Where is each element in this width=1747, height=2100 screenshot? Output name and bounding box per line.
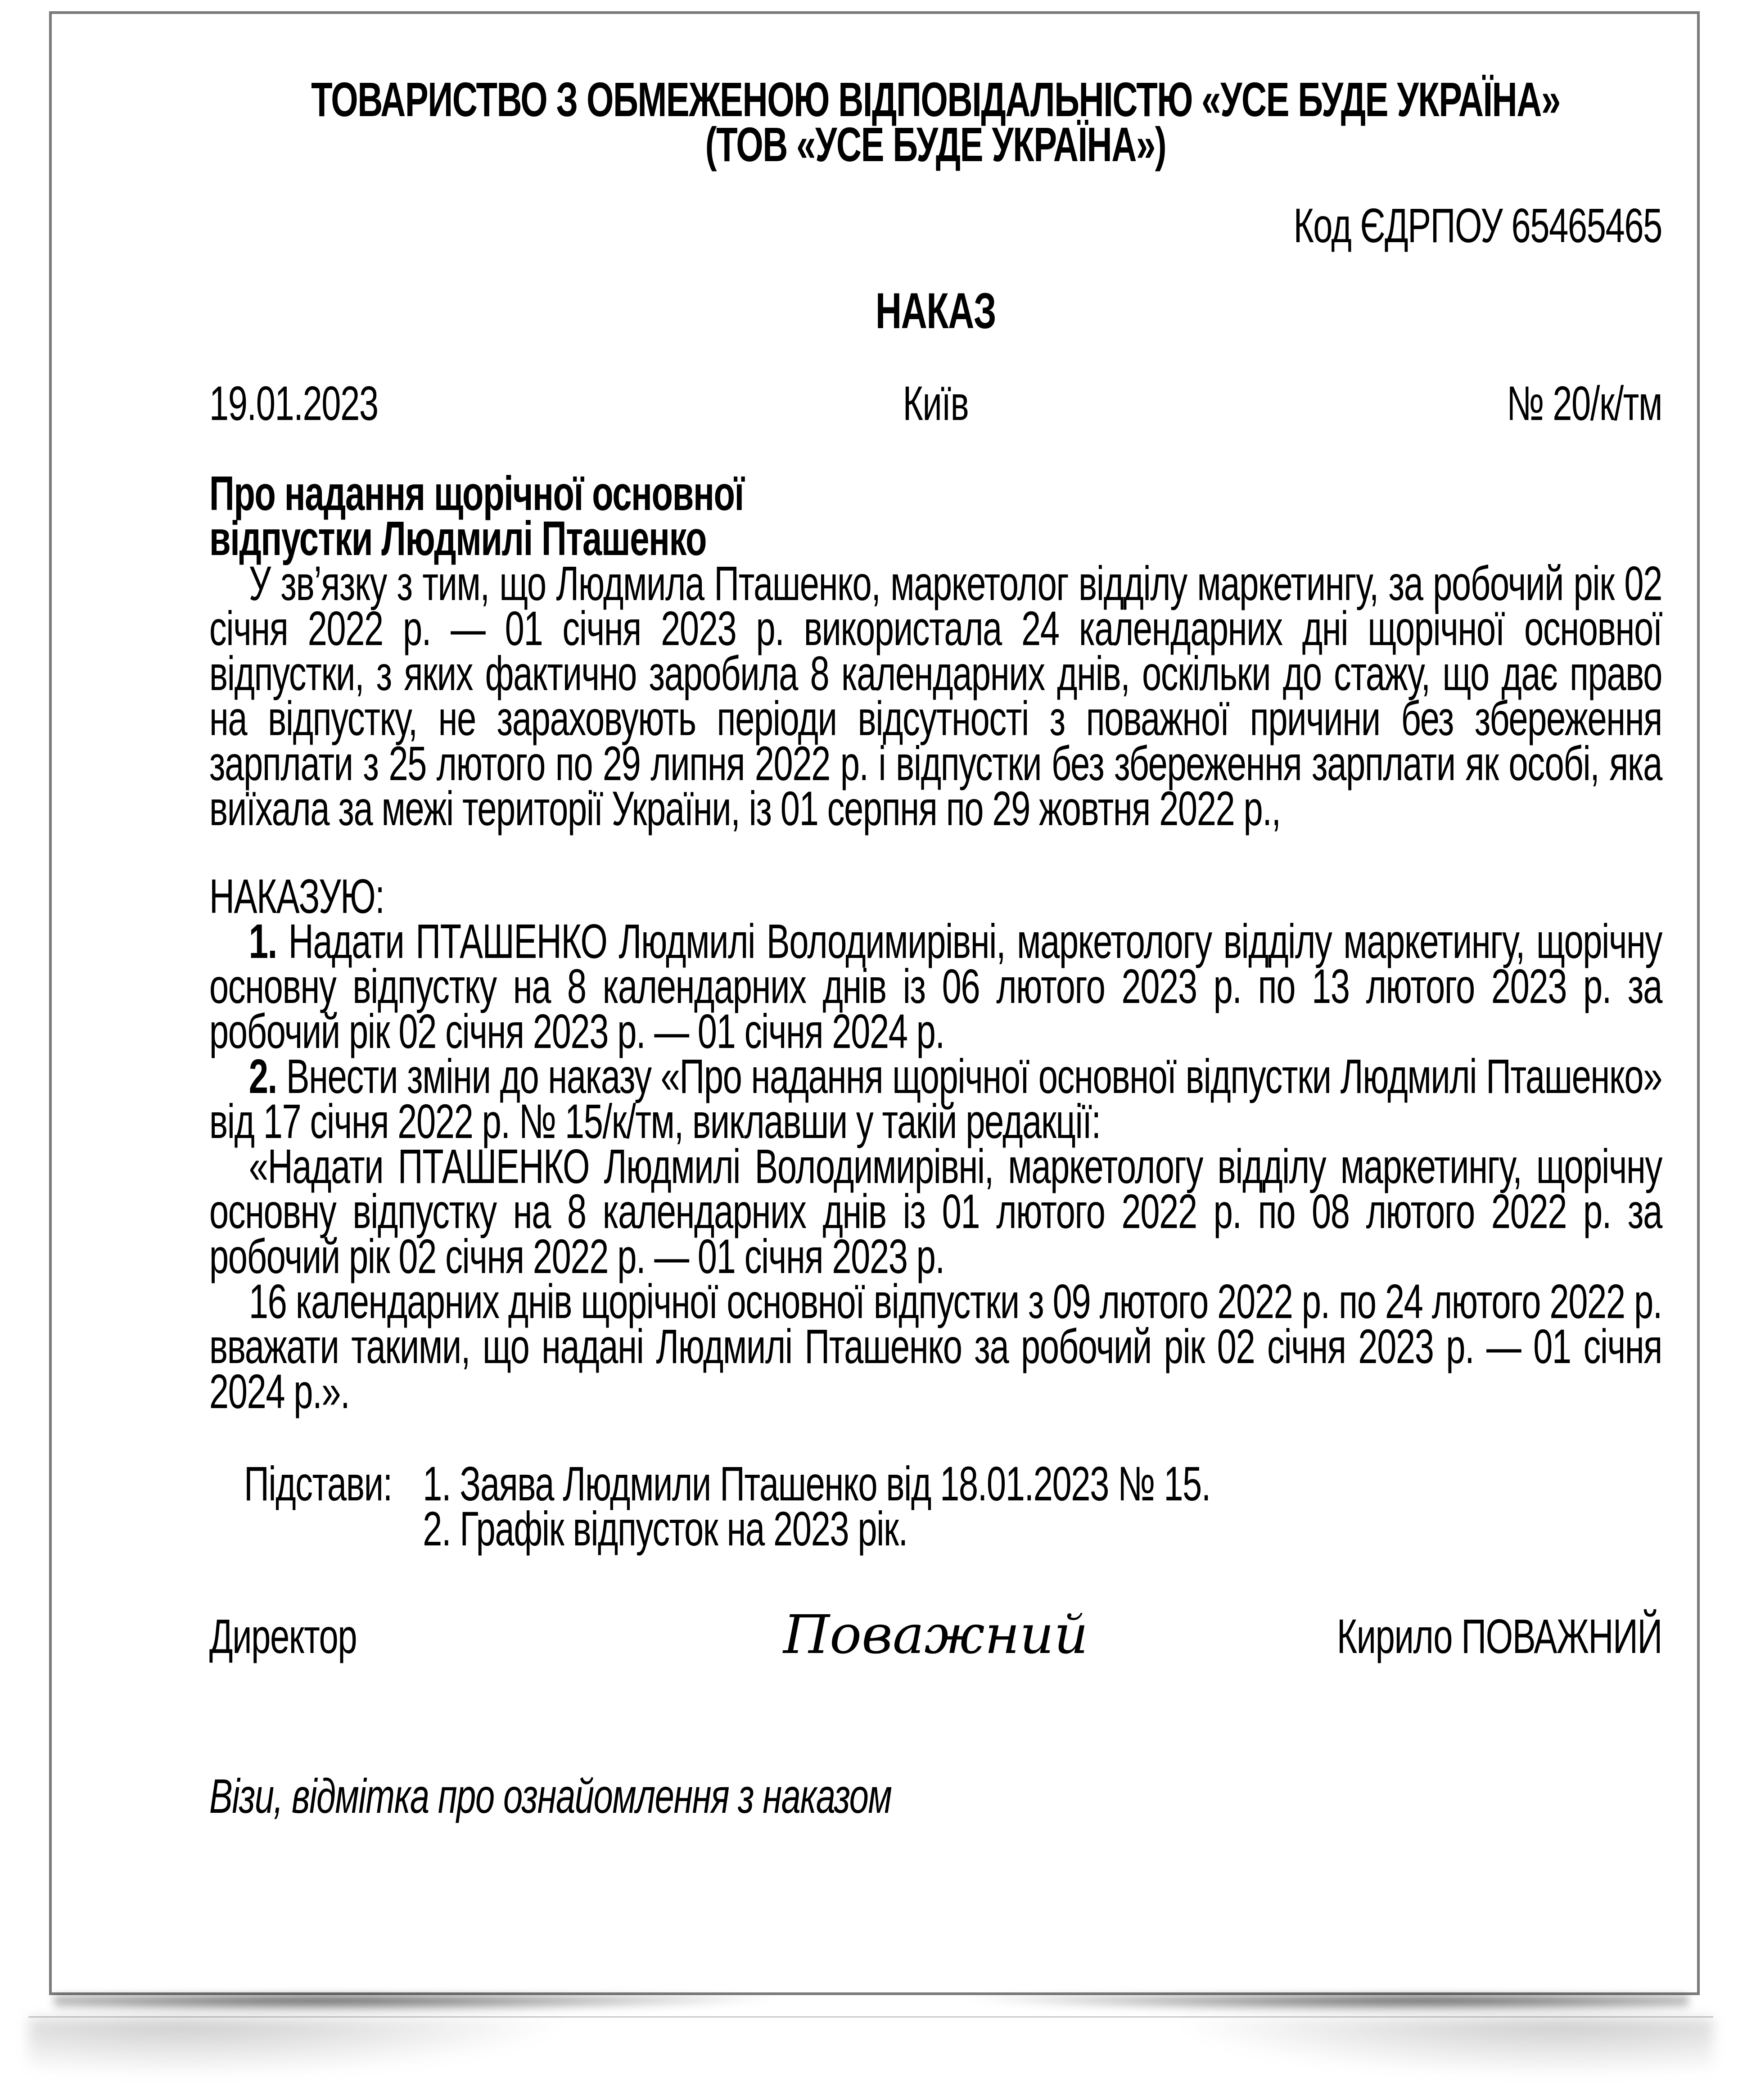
order-item-2 [209,1049,1662,1148]
signer-position: Директор [209,1609,357,1663]
org-name-line-2: (ТОВ «УСЕ БУДЕ УКРАЇНА») [705,117,1166,172]
surface-edge-line [28,2016,1713,2018]
grounds-block [244,1456,1662,1556]
quoted-paragraph-1: «Надати ПТАШЕНКО Людмилі Володимирівні, маркетологу відділу маркетингу, щорічну основну відпустку на 8 календарних днів із 01 лютого 2022 р. по 08 лютого 2022 р. за робочий рік 02 січня 2022 р. — 01 січня 2023 р. [209,1139,1662,1283]
visas-note: Візи, відмітка про ознайомлення з наказом [209,1769,892,1823]
grounds-item-1: 1. Заява Людмили Пташенко від 18.01.2023 № 15. [423,1456,1210,1511]
order-item-1-number: 1. [248,914,277,968]
doc-subject-line-2: відпустки Людмилі Пташенко [209,511,707,565]
org-name-line-1: ТОВАРИСТВО З ОБМЕЖЕНОЮ ВІДПОВІДАЛЬНІСТЮ «УСЕ БУДЕ УКРАЇНА» [311,72,1560,126]
order-item-1-text: Надати ПТАШЕНКО Людмилі Володимирівні, маркетологу відділу маркетингу, щорічну основну відпустку на 8 календарних днів із 06 лютого 2023 р. по 13 лютого 2023 р. за робочий рік 02 січня 2023 р. — 01 січня 2024 р. [209,914,1662,1058]
doc-number: № 20/к/тм [1507,376,1662,430]
order-word: НАКАЗУЮ: [209,869,384,923]
edrpou-code: Код ЄДРПОУ 65465465 [1293,198,1662,253]
doc-date: 19.01.2023 [209,376,378,430]
grounds-item-2: 2. Графік відпусток на 2023 рік. [423,1501,907,1556]
order-item-2-number: 2. [248,1049,277,1103]
preamble-paragraph: У зв’язку з тим, що Людмила Пташенко, маркетолог відділу маркетингу, за робочий рік 02 січня 2022 р. — 01 січня 2023 р. використала 24 календарних дні щорічної основної відпустки, з яких фактично заробила 8 календарних днів, оскільки до стажу, що дає право на відпустку, не зараховують періоди відсутності з поважної причини без збереження зарплати з 25 лютого по 29 липня 2022 р. і відпустки без збереження зарплати як особі, яка виїхала за межі території України, із 01 серпня по 29 жовтня 2022 р., [209,556,1662,835]
order-item-2-text: Внести зміни до наказу «Про надання щорічної основної відпустки Людмилі Пташенко» від 17 січня 2022 р. № 15/к/тм, виклавши у такій редакції: [209,1049,1662,1148]
grounds-label: Підстави: [244,1456,392,1511]
doc-subject-line-1: Про надання щорічної основної [209,466,744,520]
signature-row [209,1603,1662,1666]
order-document-page [49,11,1700,1995]
doc-city: Київ [903,376,969,430]
page-content [52,14,1698,1823]
page-reflection-shadow [28,2018,1713,2099]
signature-autograph-cell [694,1603,1178,1666]
order-item-1 [209,914,1662,1058]
org-name-block [209,72,1662,172]
doc-subject [209,466,1662,565]
signature-autograph: Поважний [783,1603,1088,1666]
quoted-paragraph-2: 16 календарних днів щорічної основної відпустки з 09 лютого 2022 р. по 24 лютого 2022 р. вважати такими, що надані Людмилі Пташенко за робочий рік 02 січня 2023 р. — 01 січня 2024 р.». [209,1274,1662,1418]
grounds-list [423,1456,1210,1556]
doc-meta-row [209,376,1662,430]
doc-type-title: НАКАЗ [875,283,996,339]
signer-name: Кирило ПОВАЖНИЙ [1336,1609,1662,1663]
